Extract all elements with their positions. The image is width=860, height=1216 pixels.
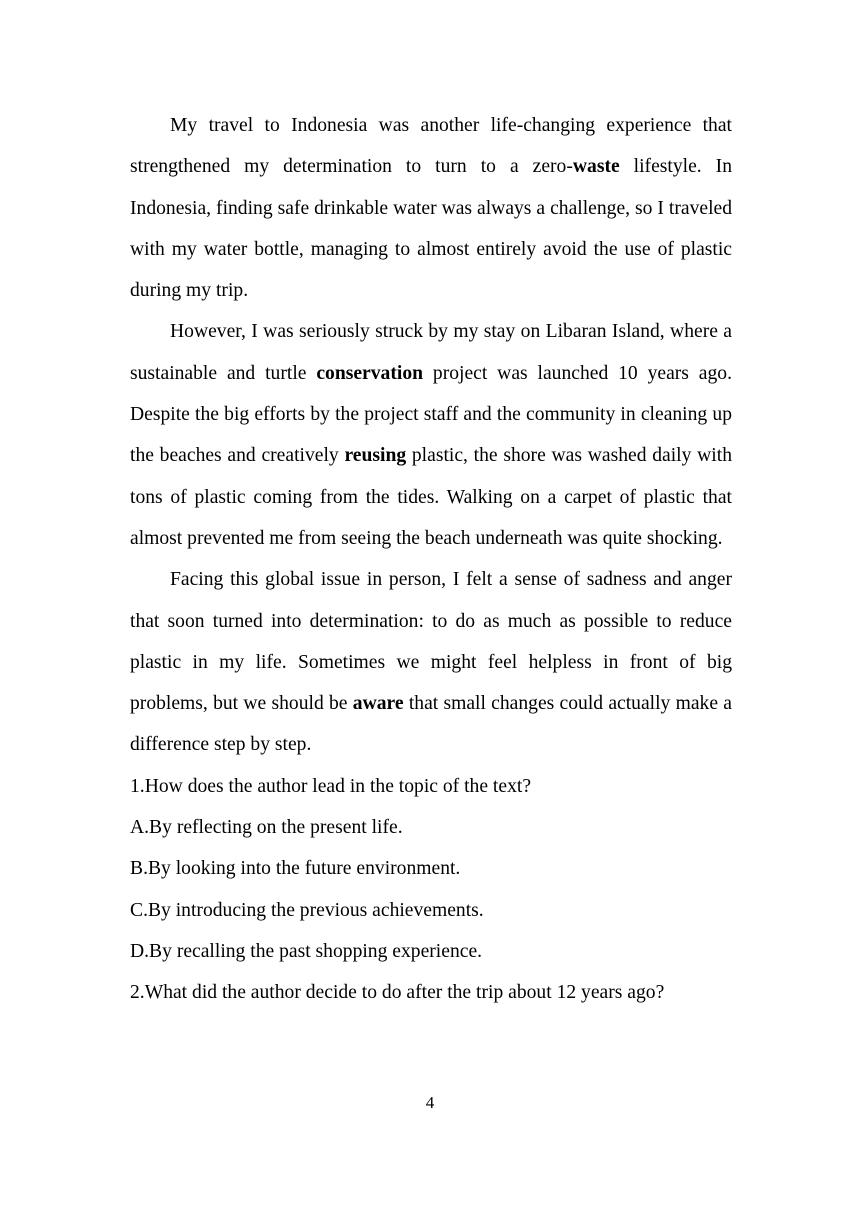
paragraph-segment: My travel to Indonesia was another life-changing experience that strengthened my determination to turn to a zero- xyxy=(130,115,732,178)
paragraph-segment: Facing this global issue in person, I felt a sense of sadness and anger that soon turned into determination: to do as much as possible to reduce plastic in my life. Sometimes we might feel helpless in front of big problems, but we should be xyxy=(130,569,732,715)
text-body xyxy=(130,105,732,1014)
paragraph-segment: that small changes could actually make a difference step by step. xyxy=(130,693,732,756)
bold-keyword-waste: waste xyxy=(572,156,620,178)
question-1-stem: 1.How does the author lead in the topic of the text? xyxy=(130,775,532,797)
question-2-stem: 2.What did the author decide to do after the trip about 12 years ago? xyxy=(130,982,665,1004)
paragraph-indonesia-travel xyxy=(130,105,732,311)
paragraph-segment: However, I was seriously struck by my stay on Libaran Island, where a sustainable and turtle xyxy=(130,321,732,384)
paragraph-segment: plastic, the shore was washed daily with tons of plastic coming from the tides. Walking on a carpet of plastic that almost prevented me from seeing the beach underneath was quite shocking. xyxy=(130,445,732,549)
question-1-option-a: A.By reflecting on the present life. xyxy=(130,817,403,839)
bold-keyword-reusing: reusing xyxy=(344,445,407,467)
bold-keyword-aware: aware xyxy=(352,693,404,715)
question-1-option-b: B.By looking into the future environment. xyxy=(130,858,461,880)
paragraph-global-issue xyxy=(130,559,732,765)
paragraph-segment: lifestyle. In Indonesia, finding safe drinkable water was always a challenge, so I traveled with my water bottle, managing to almost entirely avoid the use of plastic during my trip. xyxy=(130,156,732,302)
bold-keyword-conservation: conservation xyxy=(316,362,424,384)
paragraph-segment: project was launched 10 years ago. Despite the big efforts by the project staff and the community in cleaning up the beaches and creatively xyxy=(130,362,732,467)
paragraph-libaran-island xyxy=(130,311,732,559)
question-1-option-d: D.By recalling the past shopping experience. xyxy=(130,940,483,962)
page-number: 4 xyxy=(425,1093,435,1112)
question-1-option-c: C.By introducing the previous achievements. xyxy=(130,899,484,921)
